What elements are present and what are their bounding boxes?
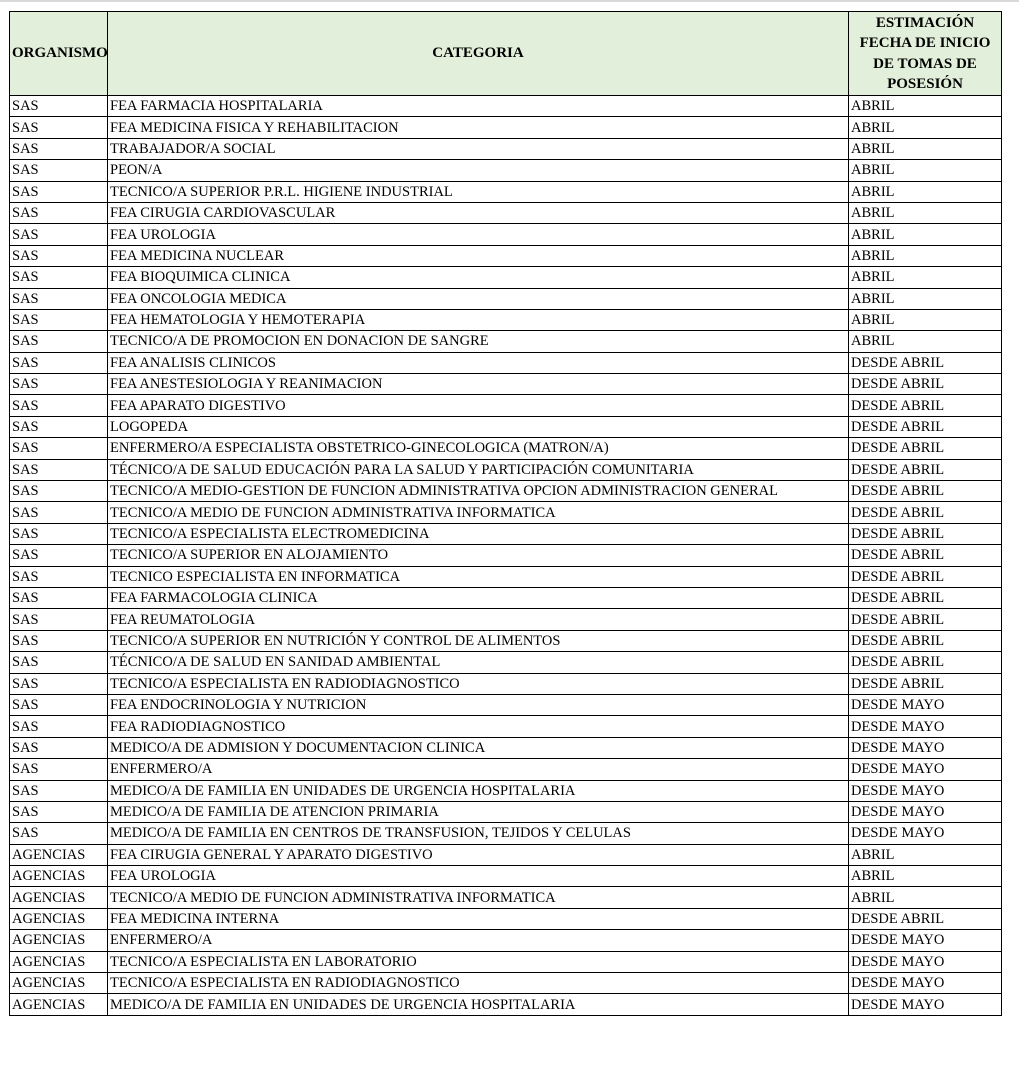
table-row — [10, 737, 1002, 758]
cell-fecha: ABRIL — [849, 245, 1002, 266]
cell-organismo: SAS — [10, 202, 108, 223]
cell-organismo: SAS — [10, 630, 108, 651]
table-row — [10, 673, 1002, 694]
cell-categoria: TECNICO/A SUPERIOR P.R.L. HIGIENE INDUSTRIAL — [108, 181, 849, 202]
table-row — [10, 780, 1002, 801]
cell-organismo: SAS — [10, 352, 108, 373]
table-row — [10, 395, 1002, 416]
cell-fecha: DESDE ABRIL — [849, 502, 1002, 523]
cell-fecha: DESDE ABRIL — [849, 374, 1002, 395]
cell-categoria: FEA CIRUGIA GENERAL Y APARATO DIGESTIVO — [108, 844, 849, 865]
cell-organismo: SAS — [10, 737, 108, 758]
cell-organismo: SAS — [10, 117, 108, 138]
cell-organismo: SAS — [10, 545, 108, 566]
table-row — [10, 160, 1002, 181]
table-row — [10, 309, 1002, 330]
table-row — [10, 224, 1002, 245]
table-row — [10, 930, 1002, 951]
table-row — [10, 96, 1002, 117]
cell-fecha: DESDE MAYO — [849, 780, 1002, 801]
table-row — [10, 502, 1002, 523]
table-row — [10, 202, 1002, 223]
table-row — [10, 866, 1002, 887]
cell-organismo: AGENCIAS — [10, 994, 108, 1015]
cell-fecha: DESDE ABRIL — [849, 481, 1002, 502]
cell-categoria: TECNICO/A MEDIO DE FUNCION ADMINISTRATIVA INFORMATICA — [108, 502, 849, 523]
table-row — [10, 908, 1002, 929]
cell-categoria: ENFERMERO/A ESPECIALISTA OBSTETRICO-GINECOLOGICA (MATRON/A) — [108, 438, 849, 459]
table-row — [10, 416, 1002, 437]
table-row — [10, 438, 1002, 459]
cell-fecha: ABRIL — [849, 844, 1002, 865]
cell-categoria: LOGOPEDA — [108, 416, 849, 437]
table-row — [10, 630, 1002, 651]
cell-fecha: ABRIL — [849, 117, 1002, 138]
table-row — [10, 694, 1002, 715]
cell-fecha: DESDE MAYO — [849, 823, 1002, 844]
cell-categoria: TÉCNICO/A DE SALUD EN SANIDAD AMBIENTAL — [108, 652, 849, 673]
cell-categoria: FEA FARMACOLOGIA CLINICA — [108, 587, 849, 608]
table-row — [10, 288, 1002, 309]
cell-organismo: SAS — [10, 288, 108, 309]
cell-organismo: SAS — [10, 652, 108, 673]
cell-organismo: SAS — [10, 459, 108, 480]
cell-organismo: SAS — [10, 224, 108, 245]
table-row — [10, 245, 1002, 266]
cell-categoria: FEA ANESTESIOLOGIA Y REANIMACION — [108, 374, 849, 395]
table-row — [10, 181, 1002, 202]
table-row — [10, 652, 1002, 673]
cell-organismo: SAS — [10, 309, 108, 330]
cell-categoria: FEA REUMATOLOGIA — [108, 609, 849, 630]
cell-organismo: SAS — [10, 160, 108, 181]
cell-fecha: DESDE ABRIL — [849, 416, 1002, 437]
cell-organismo: SAS — [10, 823, 108, 844]
cell-fecha: DESDE ABRIL — [849, 630, 1002, 651]
table-row — [10, 117, 1002, 138]
table-row — [10, 523, 1002, 544]
table-row — [10, 973, 1002, 994]
cell-categoria: TECNICO/A ESPECIALISTA EN RADIODIAGNOSTICO — [108, 973, 849, 994]
table-row — [10, 951, 1002, 972]
cell-fecha: DESDE ABRIL — [849, 609, 1002, 630]
cell-fecha: ABRIL — [849, 96, 1002, 117]
cell-fecha: DESDE ABRIL — [849, 395, 1002, 416]
cell-categoria: TÉCNICO/A DE SALUD EDUCACIÓN PARA LA SALUD Y PARTICIPACIÓN COMUNITARIA — [108, 459, 849, 480]
cell-organismo: SAS — [10, 138, 108, 159]
cell-organismo: SAS — [10, 780, 108, 801]
cell-organismo: SAS — [10, 395, 108, 416]
cell-organismo: SAS — [10, 716, 108, 737]
cell-categoria: MEDICO/A DE FAMILIA EN CENTROS DE TRANSFUSION, TEJIDOS Y CELULAS — [108, 823, 849, 844]
cell-fecha: DESDE ABRIL — [849, 673, 1002, 694]
cell-categoria: TECNICO/A ESPECIALISTA ELECTROMEDICINA — [108, 523, 849, 544]
cell-fecha: ABRIL — [849, 267, 1002, 288]
cell-categoria: FEA MEDICINA FISICA Y REHABILITACION — [108, 117, 849, 138]
cell-organismo: AGENCIAS — [10, 973, 108, 994]
cell-organismo: SAS — [10, 245, 108, 266]
top-divider — [0, 0, 1019, 2]
cell-fecha: ABRIL — [849, 887, 1002, 908]
cell-organismo: SAS — [10, 331, 108, 352]
cell-organismo: SAS — [10, 181, 108, 202]
table-row — [10, 823, 1002, 844]
cell-organismo: AGENCIAS — [10, 844, 108, 865]
cell-categoria: FEA ONCOLOGIA MEDICA — [108, 288, 849, 309]
cell-categoria: FEA BIOQUIMICA CLINICA — [108, 267, 849, 288]
table-row — [10, 844, 1002, 865]
table-row — [10, 352, 1002, 373]
cell-categoria: TECNICO/A SUPERIOR EN NUTRICIÓN Y CONTROL DE ALIMENTOS — [108, 630, 849, 651]
table-body — [10, 96, 1002, 1016]
cell-fecha: DESDE ABRIL — [849, 652, 1002, 673]
cell-categoria: FEA FARMACIA HOSPITALARIA — [108, 96, 849, 117]
table-row — [10, 759, 1002, 780]
cell-categoria: MEDICO/A DE FAMILIA EN UNIDADES DE URGENCIA HOSPITALARIA — [108, 780, 849, 801]
cell-categoria: FEA HEMATOLOGIA Y HEMOTERAPIA — [108, 309, 849, 330]
table-row — [10, 716, 1002, 737]
cell-organismo: AGENCIAS — [10, 866, 108, 887]
cell-organismo: AGENCIAS — [10, 951, 108, 972]
table-row — [10, 267, 1002, 288]
header-row — [10, 12, 1002, 96]
cell-categoria: ENFERMERO/A — [108, 759, 849, 780]
cell-organismo: SAS — [10, 566, 108, 587]
cell-organismo: AGENCIAS — [10, 908, 108, 929]
cell-categoria: FEA RADIODIAGNOSTICO — [108, 716, 849, 737]
cell-categoria: FEA ANALISIS CLINICOS — [108, 352, 849, 373]
cell-categoria: FEA APARATO DIGESTIVO — [108, 395, 849, 416]
cell-categoria: MEDICO/A DE FAMILIA DE ATENCION PRIMARIA — [108, 801, 849, 822]
cell-fecha: DESDE MAYO — [849, 694, 1002, 715]
table-row — [10, 566, 1002, 587]
table-row — [10, 138, 1002, 159]
cell-categoria: FEA CIRUGIA CARDIOVASCULAR — [108, 202, 849, 223]
cell-fecha: DESDE MAYO — [849, 951, 1002, 972]
cell-fecha: DESDE ABRIL — [849, 352, 1002, 373]
cell-categoria: TECNICO ESPECIALISTA EN INFORMATICA — [108, 566, 849, 587]
cell-organismo: SAS — [10, 801, 108, 822]
table-row — [10, 459, 1002, 480]
cell-fecha: DESDE ABRIL — [849, 523, 1002, 544]
table-row — [10, 994, 1002, 1015]
table-row — [10, 887, 1002, 908]
cell-organismo: SAS — [10, 759, 108, 780]
cell-fecha: ABRIL — [849, 181, 1002, 202]
cell-fecha: ABRIL — [849, 202, 1002, 223]
cell-organismo: SAS — [10, 267, 108, 288]
cell-fecha: DESDE MAYO — [849, 994, 1002, 1015]
cell-fecha: DESDE ABRIL — [849, 438, 1002, 459]
table-row — [10, 545, 1002, 566]
cell-categoria: FEA ENDOCRINOLOGIA Y NUTRICION — [108, 694, 849, 715]
cell-fecha: DESDE MAYO — [849, 801, 1002, 822]
cell-categoria: TRABAJADOR/A SOCIAL — [108, 138, 849, 159]
cell-categoria: TECNICO/A DE PROMOCION EN DONACION DE SANGRE — [108, 331, 849, 352]
cell-organismo: SAS — [10, 502, 108, 523]
cell-fecha: DESDE MAYO — [849, 737, 1002, 758]
header-fecha: ESTIMACIÓN FECHA DE INICIO DE TOMAS DE POSESIÓN — [849, 12, 1002, 96]
table-row — [10, 481, 1002, 502]
cell-fecha: ABRIL — [849, 224, 1002, 245]
table-row — [10, 374, 1002, 395]
cell-organismo: SAS — [10, 673, 108, 694]
cell-organismo: SAS — [10, 523, 108, 544]
cell-organismo: SAS — [10, 416, 108, 437]
cell-categoria: TECNICO/A MEDIO-GESTION DE FUNCION ADMINISTRATIVA OPCION ADMINISTRACION GENERAL — [108, 481, 849, 502]
cell-organismo: SAS — [10, 438, 108, 459]
cell-categoria: TECNICO/A SUPERIOR EN ALOJAMIENTO — [108, 545, 849, 566]
cell-fecha: DESDE ABRIL — [849, 908, 1002, 929]
table-row — [10, 609, 1002, 630]
cell-fecha: ABRIL — [849, 160, 1002, 181]
table-row — [10, 331, 1002, 352]
cell-organismo: SAS — [10, 609, 108, 630]
cell-categoria: TECNICO/A MEDIO DE FUNCION ADMINISTRATIVA INFORMATICA — [108, 887, 849, 908]
cell-fecha: ABRIL — [849, 309, 1002, 330]
cell-fecha: DESDE ABRIL — [849, 545, 1002, 566]
cell-organismo: SAS — [10, 694, 108, 715]
cell-organismo: SAS — [10, 587, 108, 608]
cell-organismo: SAS — [10, 481, 108, 502]
cell-categoria: FEA UROLOGIA — [108, 224, 849, 245]
cell-organismo: AGENCIAS — [10, 887, 108, 908]
cell-categoria: TECNICO/A ESPECIALISTA EN LABORATORIO — [108, 951, 849, 972]
cell-fecha: DESDE ABRIL — [849, 587, 1002, 608]
cell-fecha: DESDE MAYO — [849, 716, 1002, 737]
cell-fecha: DESDE ABRIL — [849, 566, 1002, 587]
cell-fecha: DESDE MAYO — [849, 973, 1002, 994]
cell-categoria: MEDICO/A DE FAMILIA EN UNIDADES DE URGENCIA HOSPITALARIA — [108, 994, 849, 1015]
cell-categoria: TECNICO/A ESPECIALISTA EN RADIODIAGNOSTICO — [108, 673, 849, 694]
cell-fecha: ABRIL — [849, 331, 1002, 352]
cell-organismo: SAS — [10, 374, 108, 395]
cell-fecha: DESDE MAYO — [849, 930, 1002, 951]
header-organismo: ORGANISMO — [10, 12, 108, 96]
cell-fecha: DESDE ABRIL — [849, 459, 1002, 480]
cell-categoria: FEA UROLOGIA — [108, 866, 849, 887]
tomas-de-posesion-table — [9, 11, 1002, 1016]
table-row — [10, 801, 1002, 822]
cell-organismo: AGENCIAS — [10, 930, 108, 951]
cell-categoria: MEDICO/A DE ADMISION Y DOCUMENTACION CLINICA — [108, 737, 849, 758]
cell-categoria: FEA MEDICINA INTERNA — [108, 908, 849, 929]
table-row — [10, 587, 1002, 608]
cell-fecha: ABRIL — [849, 288, 1002, 309]
cell-categoria: PEON/A — [108, 160, 849, 181]
cell-fecha: ABRIL — [849, 138, 1002, 159]
header-categoria: CATEGORIA — [108, 12, 849, 96]
cell-categoria: ENFERMERO/A — [108, 930, 849, 951]
cell-fecha: ABRIL — [849, 866, 1002, 887]
cell-categoria: FEA MEDICINA NUCLEAR — [108, 245, 849, 266]
cell-organismo: SAS — [10, 96, 108, 117]
cell-fecha: DESDE MAYO — [849, 759, 1002, 780]
